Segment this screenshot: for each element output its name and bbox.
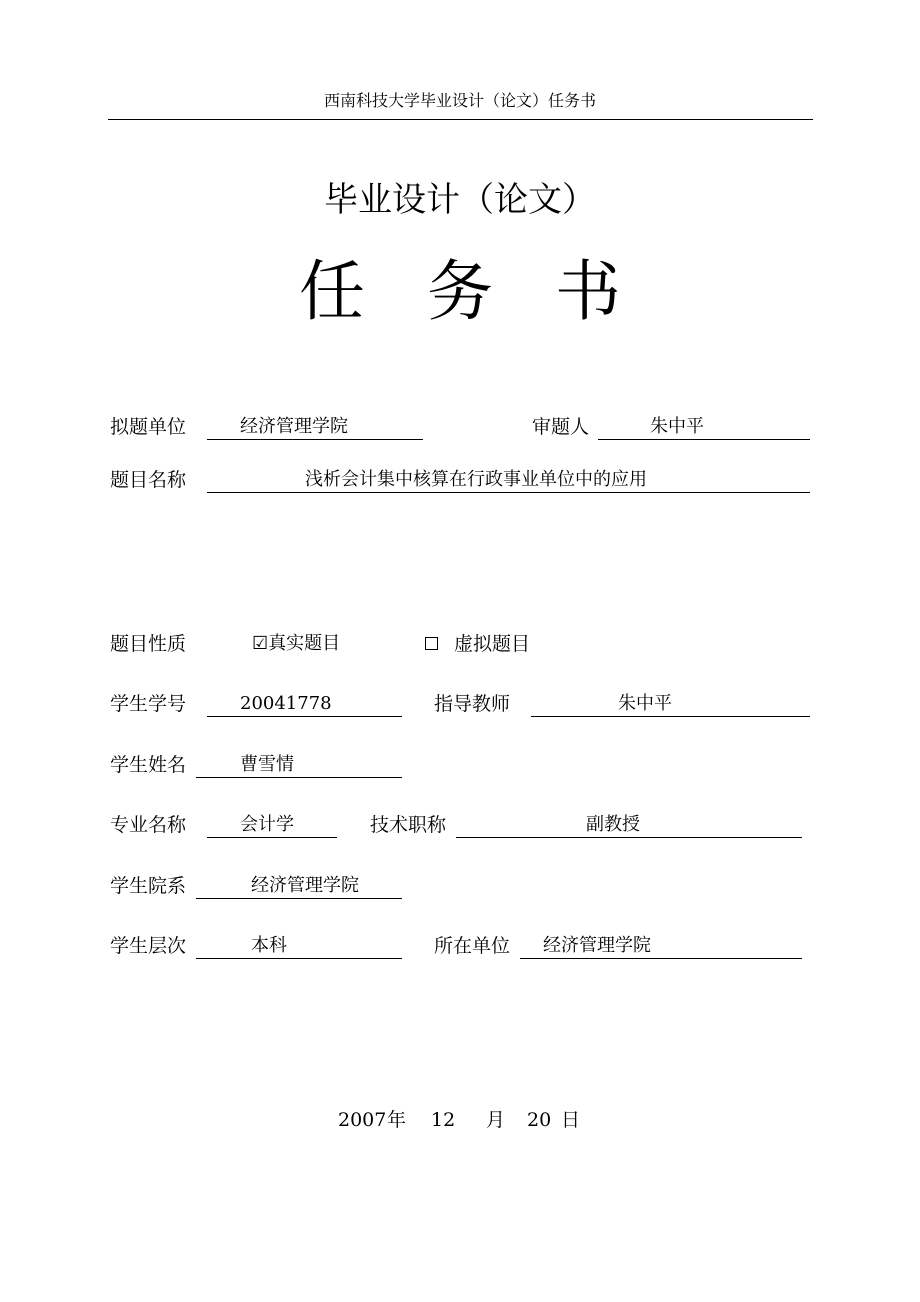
- virtual-topic-option[interactable]: [425, 631, 530, 657]
- major-value: 会计学: [240, 814, 294, 835]
- student-id-field: [207, 691, 402, 717]
- topic-name-value: 浅析会计集中核算在行政事业单位中的应用: [305, 469, 647, 490]
- student-name-field: [196, 752, 402, 778]
- student-id-value: 20041778: [240, 693, 332, 714]
- advisor-label: 指导教师: [434, 693, 511, 715]
- unit-label: 所在单位: [434, 935, 511, 957]
- virtual-topic-checkbox-icon[interactable]: [425, 637, 438, 650]
- proposing-unit-value: 经济管理学院: [240, 416, 348, 437]
- department-value: 经济管理学院: [251, 875, 359, 896]
- topic-name-label: 题目名称: [110, 469, 187, 491]
- unit-field: [520, 933, 802, 959]
- department-field: [196, 873, 402, 899]
- document-title: 毕业设计（论文）: [324, 180, 596, 220]
- title-rank-field: [456, 812, 802, 838]
- title-rank-value: 副教授: [586, 814, 640, 835]
- proposing-unit-field: [207, 414, 423, 440]
- major-label: 专业名称: [110, 814, 187, 836]
- header-rule: [108, 119, 813, 120]
- date-month: 12: [431, 1109, 456, 1131]
- date-year-unit: 年: [387, 1109, 407, 1131]
- advisor-value: 朱中平: [618, 693, 672, 714]
- real-topic-label: 真实题目: [268, 633, 341, 654]
- topic-nature-label: 题目性质: [110, 633, 187, 655]
- date-day-unit: 日: [561, 1109, 581, 1131]
- level-field: [196, 933, 402, 959]
- date-year: 2007: [338, 1109, 387, 1131]
- virtual-topic-label: 虚拟题目: [454, 633, 531, 655]
- page-header: 西南科技大学毕业设计（论文）任务书: [323, 91, 596, 110]
- advisor-field: [531, 691, 810, 717]
- department-label: 学生院系: [110, 875, 187, 897]
- student-name-value: 曹雪情: [240, 754, 294, 775]
- reviewer-field: [598, 414, 810, 440]
- level-value: 本科: [251, 935, 287, 956]
- real-topic-checkbox-icon[interactable]: ☑: [252, 633, 269, 654]
- title-rank-label: 技术职称: [370, 814, 447, 836]
- real-topic-option[interactable]: [252, 631, 340, 657]
- reviewer-label: 审题人: [532, 416, 590, 438]
- unit-value: 经济管理学院: [543, 935, 651, 956]
- major-field: [207, 812, 337, 838]
- level-label: 学生层次: [110, 935, 187, 957]
- document-subtitle: 任务书: [299, 253, 683, 330]
- reviewer-value: 朱中平: [650, 416, 704, 437]
- topic-name-field: [207, 467, 810, 493]
- proposing-unit-label: 拟题单位: [110, 416, 187, 438]
- date-day: 20: [527, 1109, 552, 1131]
- date-month-unit: 月: [486, 1109, 506, 1131]
- student-name-label: 学生姓名: [110, 754, 187, 776]
- student-id-label: 学生学号: [110, 693, 187, 715]
